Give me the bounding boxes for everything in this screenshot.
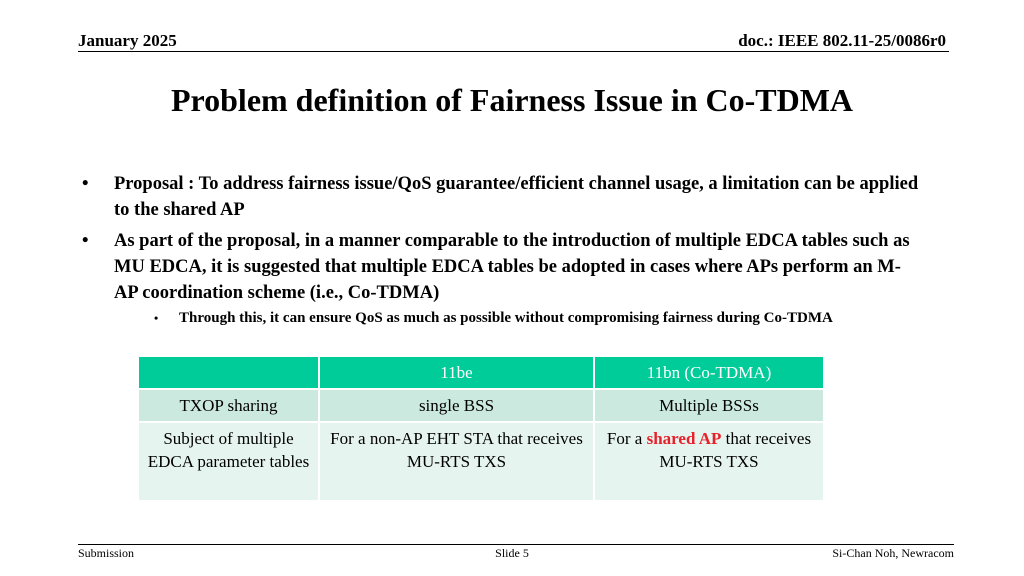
header-divider [78,51,949,52]
footer-submission: Submission [78,546,135,560]
cell-text-prefix: For a [606,429,647,448]
table-cell: For a non-AP EHT STA that receives MU-RTS TXS [319,422,594,501]
bullet-dot-icon: • [82,174,89,194]
header-doc-id: doc.: IEEE 802.11-25/0086r0 [738,31,946,50]
comparison-table [139,357,823,502]
table-row [139,422,823,501]
table-header-cell [139,357,319,389]
bullet-text: Proposal : To address fairness issue/QoS guarantee/efficient channel usage, a limitation can be applied to the shared AP [114,174,919,220]
table-cell: Subject of multiple EDCA parameter tables [139,422,319,501]
bullet-text: As part of the proposal, in a manner comparable to the introduction of multiple EDCA tables such as MU EDCA, it is suggested that multiple EDCA tables be adopted in cases where APs perform an M-AP coordination scheme (i.e., Co-TDMA) [114,231,910,303]
table-row [139,389,823,422]
header-date: January 2025 [78,31,177,50]
bullet-list [82,171,922,333]
table-header-cell: 11be [319,357,594,389]
bullet-item [82,228,922,328]
table-header-row [139,357,823,389]
bullet-dot-icon: • [82,231,89,251]
table-cell: TXOP sharing [139,389,319,422]
table-cell: Multiple BSSs [594,389,823,422]
footer-divider [78,544,954,545]
footer-slide-number: Slide 5 [495,546,529,560]
slide-title: Problem definition of Fairness Issue in Co-TDMA [170,82,854,118]
table-header-cell: 11bn (Co-TDMA) [594,357,823,389]
footer-author: Si-Chan Noh, Newracom [832,546,954,560]
table-cell: single BSS [319,389,594,422]
sub-bullet-text: Through this, it can ensure QoS as much as possible without compromising fairness during Co-TDMA [179,310,833,326]
highlight-shared-ap: shared AP [646,429,722,448]
table-cell [594,422,823,501]
sub-bullet-dot-icon: • [154,311,159,325]
sub-bullet-item [114,308,922,328]
cell-text-suffix: that receives MU-RTS TXS [659,429,812,471]
bullet-item [82,171,922,223]
